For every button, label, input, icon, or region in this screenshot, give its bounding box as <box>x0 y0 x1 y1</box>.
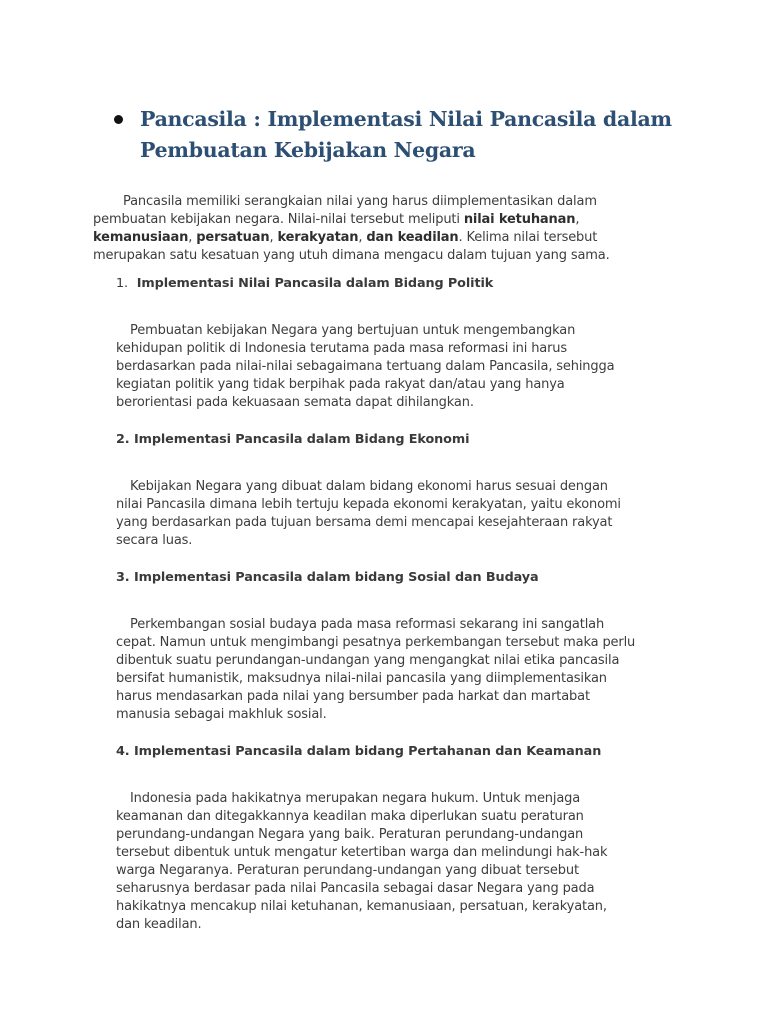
text-line: dan keadilan. <box>116 917 202 932</box>
section-paragraph <box>116 790 607 934</box>
section-heading: 1. Implementasi Nilai Pancasila dalam Bidang Politik <box>116 276 494 291</box>
section-paragraph <box>116 478 621 550</box>
text-line: Perkembangan sosial budaya pada masa reformasi sekarang ini sangatlah <box>130 617 605 632</box>
title-line: Pembuatan Kebijakan Negara <box>140 138 476 162</box>
text-line: dibentuk suatu perundangan-undangan yang mengangkat nilai etika pancasila <box>116 653 620 668</box>
text-line: Kebijakan Negara yang dibuat dalam bidang ekonomi harus sesuai dengan <box>130 479 608 494</box>
text-line: berdasarkan pada nilai-nilai sebagaimana tertuang dalam Pancasila, sehingga <box>116 359 615 374</box>
text-line: hakikatnya mencakup nilai ketuhanan, kemanusiaan, persatuan, kerakyatan, <box>116 899 607 914</box>
text-line: Pembuatan kebijakan Negara yang bertujuan untuk mengembangkan <box>130 323 576 338</box>
section-paragraph <box>116 616 635 724</box>
section-paragraph <box>116 322 614 412</box>
page-title <box>140 104 700 166</box>
text-line: nilai Pancasila dimana lebih tertuju kepada ekonomi kerakyatan, yaitu ekonomi <box>116 497 621 512</box>
text-line: perundang-undangan Negara yang baik. Peraturan perundang-undangan <box>116 827 584 842</box>
section-heading: 3. Implementasi Pancasila dalam bidang Sosial dan Budaya <box>116 570 539 585</box>
text-line: warga Negaranya. Peraturan perundang-undangan yang dibuat tersebut <box>116 863 579 878</box>
text-line: kegiatan politik yang tidak berpihak pada rakyat dan/atau yang hanya <box>116 377 565 392</box>
intro-paragraph <box>93 193 610 265</box>
text-line: merupakan satu kesatuan yang utuh dimana mengacu dalam tujuan yang sama. <box>93 248 610 263</box>
text-line: manusia sebagai makhluk sosial. <box>116 707 327 722</box>
text-line: cepat. Namun untuk mengimbangi pesatnya perkembangan tersebut maka perlu <box>116 635 636 650</box>
text-line: berorientasi pada kekuasaan semata dapat dihilangkan. <box>116 395 474 410</box>
text-line: Indonesia pada hakikatnya merupakan negara hukum. Untuk menjaga <box>130 791 581 806</box>
section-heading: 4. Implementasi Pancasila dalam bidang Pertahanan dan Keamanan <box>116 744 602 759</box>
text-line: secara luas. <box>116 533 193 548</box>
text-line: kemanusiaan, persatuan, kerakyatan, dan keadilan. Kelima nilai tersebut <box>93 230 598 245</box>
text-line: seharusnya berdasar pada nilai Pancasila sebagai dasar Negara yang pada <box>116 881 595 896</box>
text-line: kehidupan politik di Indonesia terutama pada masa reformasi ini harus <box>116 341 568 356</box>
text-line: keamanan dan ditegakkannya keadilan maka diperlukan suatu peraturan <box>116 809 584 824</box>
text-line: yang berdasarkan pada tujuan bersama demi mencapai kesejahteraan rakyat <box>116 515 613 530</box>
text-line: harus mendasarkan pada nilai yang bersumber pada harkat dan martabat <box>116 689 590 704</box>
text-line: tersebut dibentuk untuk mengatur ketertiban warga dan melindungi hak-hak <box>116 845 608 860</box>
text-line: Pancasila memiliki serangkaian nilai yang harus diimplementasikan dalam <box>123 194 597 209</box>
bullet-icon <box>114 115 123 124</box>
title-line: Pancasila : Implementasi Nilai Pancasila dalam <box>140 107 672 131</box>
section-heading: 2. Implementasi Pancasila dalam Bidang Ekonomi <box>116 432 470 447</box>
text-line: pembuatan kebijakan negara. Nilai-nilai tersebut meliputi nilai ketuhanan, <box>93 212 580 227</box>
text-line: bersifat humanistik, maksudnya nilai-nilai pancasila yang diimplementasikan <box>116 671 607 686</box>
